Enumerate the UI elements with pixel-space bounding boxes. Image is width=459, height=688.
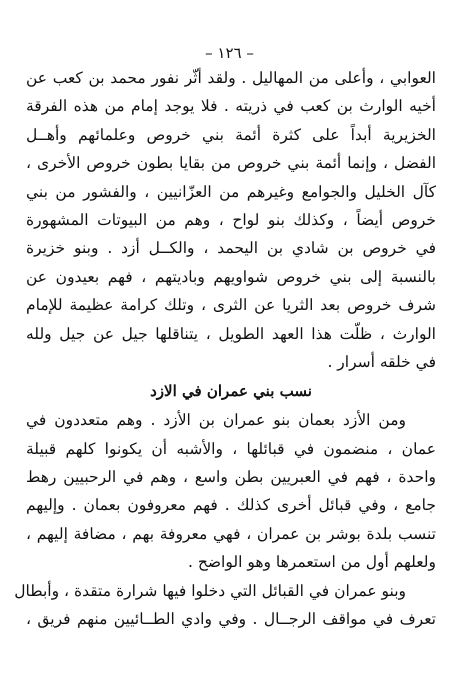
- text-line: الفضل ، وإنما أئمة بني خروص من بقايا بطون خروص الأخرى ،: [26, 154, 436, 173]
- text-line: في خروص بن شادي بن اليحمد ، والكــل أزد . وبنو خزيرة: [26, 239, 436, 258]
- text-line: وبنو عمران في القبائل التي دخلوا فيها شرارة متقدة ، وأبطال: [14, 581, 406, 600]
- text-line: ومن الأزد بعمان بنو عمران بن الأزد . وهم متعددون في: [26, 411, 406, 430]
- text-line: تنسب بلدة بوشر بن عمران ، فهي معروفة بهم ، مضافة إليهم ،: [26, 524, 436, 543]
- page-number: – ١٢٦ –: [205, 44, 254, 62]
- text-line: بالنسبة إلى بني خروص شواويهم وباديتهم ، فهم بعيدون عن: [26, 267, 436, 286]
- text-line: الوارث ، ظلّت هذا العهد الطويل ، يتناقلها جيل عن جيل ولله: [26, 324, 436, 343]
- paragraph-1: [14, 64, 436, 633]
- text-line: واحدة ، فهم في العبريين بطن واسع ، وهم في الرحبيين رهط: [26, 468, 436, 487]
- text-line: العوابي ، وأعلى من المهاليل . ولقد أثّر نفور محمد بن كعب عن: [26, 69, 436, 87]
- text-line: أخيه الوارث بن كعب في ذريته . فلا يوجد إمام من هذه الفرقة: [26, 97, 436, 116]
- text-line: خروص أيضاً ، وكذلك بنو لواح ، وهم من البيوتات المشهورة: [26, 210, 436, 229]
- text-line: عمان ، منضمون في قبائلها ، والأشبه أن يكونوا كلهم قبيلة: [26, 439, 436, 458]
- text-line: الخزيرية أبداً على كثرة أئمة بني خروص وعلمائهم وأهــل: [26, 125, 436, 144]
- text-line: جامع ، وفي قبائل أخرى كذلك . فهم معروفون بعمان . وإليهم: [26, 496, 436, 515]
- text-line: في خلقه أسرار .: [327, 352, 436, 371]
- text-line: تعرف في مواقف الرجــال . وفي وادي الطــائيين منهم فريق ،: [26, 610, 436, 629]
- text-line: كآل الخليل والجوامع وغيرهم من العزّانيين ، والفشور من بني: [26, 182, 436, 201]
- text-line: ولعلهم أول من استعمرها وهو الواضح .: [188, 553, 436, 572]
- section-heading: نسب بني عمران في الازد: [150, 382, 312, 401]
- text-line: شرف خروص بعد الثريا عن الثرى ، وتلك كرامة عظيمة للإمام: [26, 296, 436, 315]
